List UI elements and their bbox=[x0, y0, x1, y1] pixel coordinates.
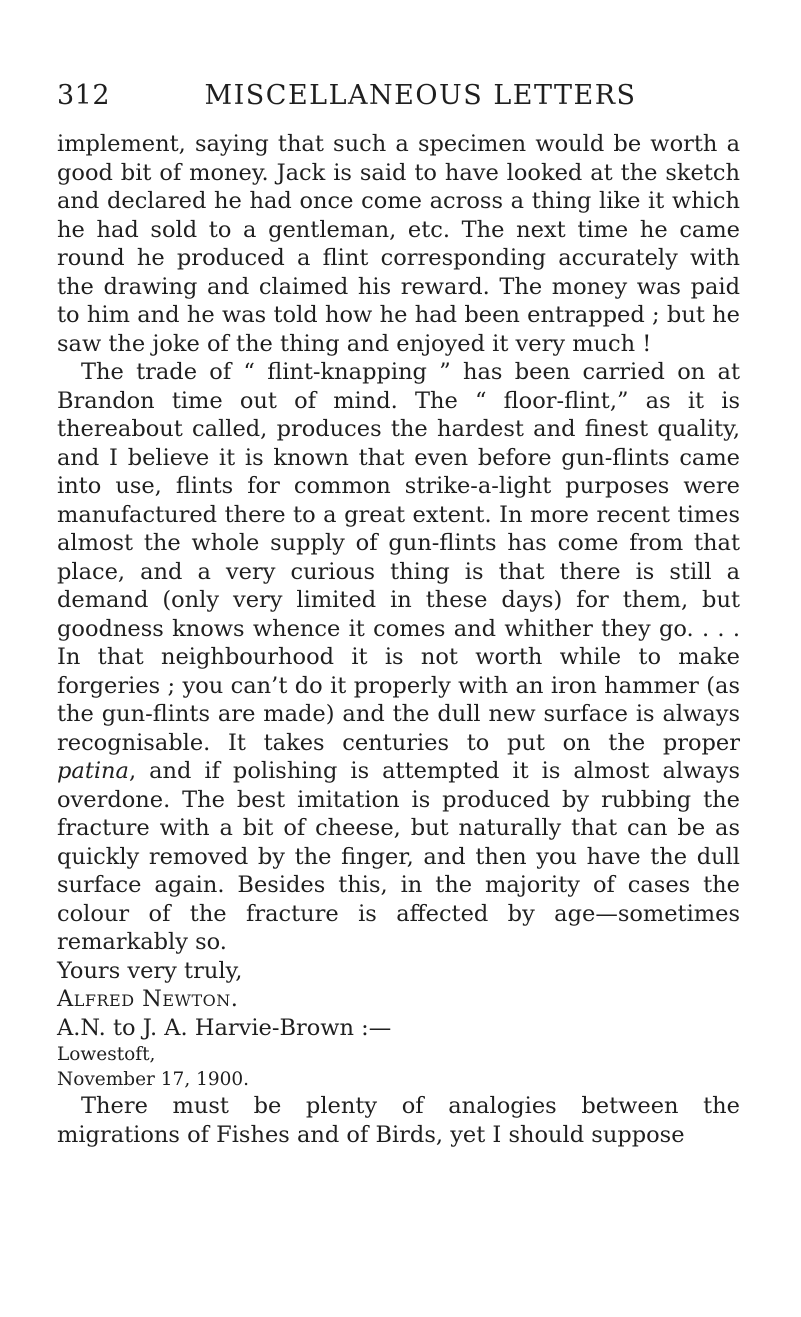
page-number: 312 bbox=[57, 80, 111, 111]
letter2-date: November 17, 1900. bbox=[57, 1069, 250, 1090]
letter1-paragraph-2 bbox=[57, 358, 740, 957]
paragraph-2-text-b: , and if polishing is attempted it is almost always overdone. The best imitation is produced by rubbing the fracture with a bit of cheese, but naturally that can be as quickly removed by the finger, and then you have the dull surface again. Besides this, in the majority of cases the colour of the fracture is affected by age—sometimes remarkably so. bbox=[57, 758, 740, 955]
letter-signature: Alfred Newton. bbox=[57, 986, 239, 1012]
page-header bbox=[0, 80, 801, 120]
letter2-salutation: A.N. to J. A. Harvie-Brown :— bbox=[57, 1014, 392, 1041]
running-head: MISCELLANEOUS LETTERS bbox=[204, 80, 637, 111]
letter2-paragraph-1: There must be plenty of analogies between the migrations of Fishes and of Birds, yet I should suppose bbox=[57, 1093, 740, 1148]
letter-closing: Yours very truly, bbox=[57, 957, 243, 984]
italic-word-patina: patina bbox=[57, 758, 129, 784]
letter2-place: Lowestoft, bbox=[57, 1044, 156, 1065]
letter1-paragraph-1: implement, saying that such a specimen would be worth a good bit of money. Jack is said to have looked at the sketch and declared he had once come across a thing like it which he had sold to a gentleman, etc. The next time he came round he produced a flint corresponding accurately with the drawing and claimed his reward. The money was paid to him and he was told how he had been entrapped ; but he saw the joke of the thing and enjoyed it very much ! bbox=[57, 131, 740, 357]
paragraph-2-text-a: The trade of “ flint-knapping ” has been carried on at Brandon time out of mind. The “ floor-flint,” as it is thereabout called, produces the hardest and finest quality, and I believe it is known that even before gun-flints came into use, flints for common strike-a-light purposes were manufactured there to a great extent. In more recent times almost the whole supply of gun-flints has come from that place, and a very curious thing is that there is still a demand (only very limited in these days) for them, but goodness knows whence it comes and whither they go. . . . In that neighbourhood it is not worth while to make forgeries ; you can’t do it properly with an iron hammer (as the gun-flints are made) and the dull new surface is always recognisable. It takes centuries to put on the proper bbox=[57, 359, 740, 756]
body-text bbox=[57, 130, 740, 1149]
